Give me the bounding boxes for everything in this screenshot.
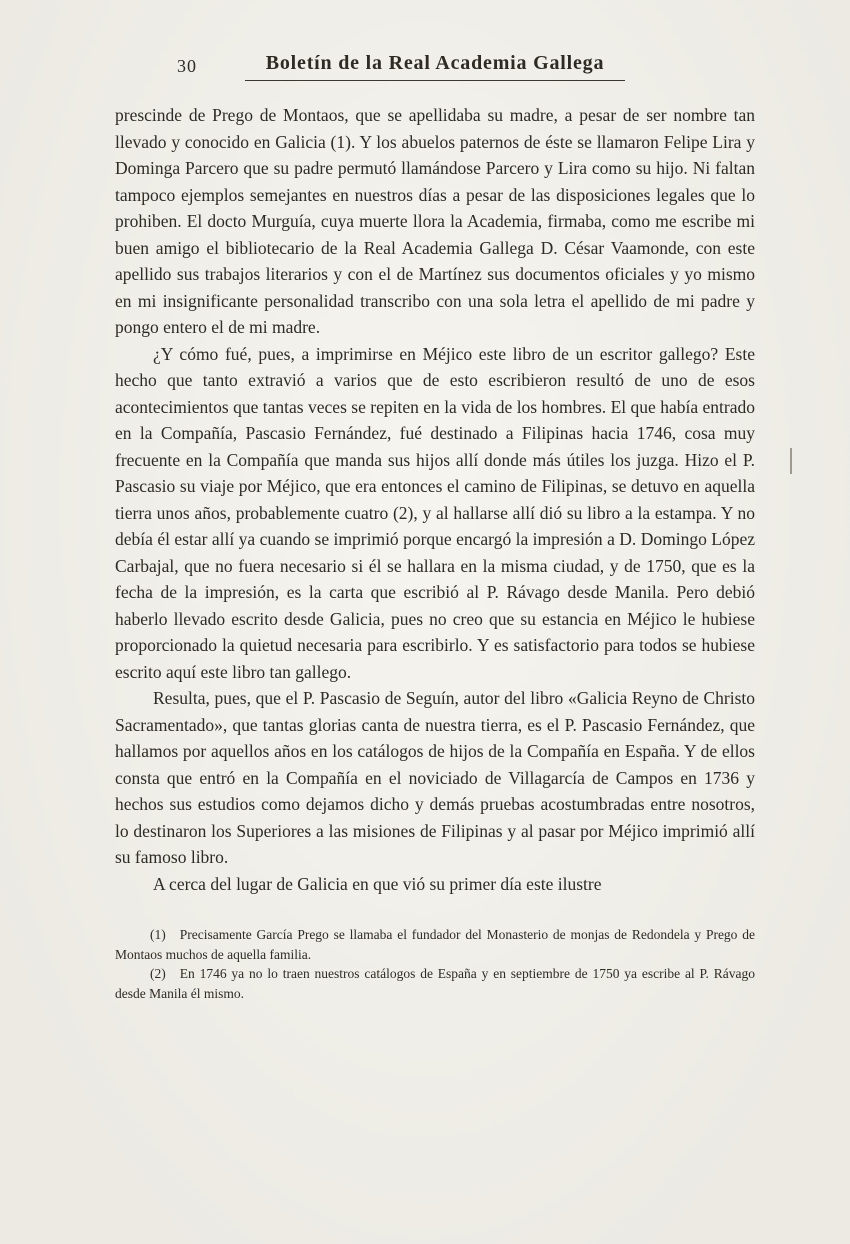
footnote-text: En 1746 ya no lo traen nuestros catálogos de España y en septiembre de 1750 ya escribe al P. Rávago desde Manila él mismo. <box>115 966 755 1001</box>
footnote-text: Precisamente García Prego se llamaba el fundador del Monasterio de monjas de Redondela y Prego de Montaos muchos de aquella familia. <box>115 927 755 962</box>
paragraph-continuation: prescinde de Prego de Montaos, que se apellidaba su madre, a pesar de ser nombre tan llevado y conocido en Galicia (1). Y los abuelos paternos de éste se llamaron Felipe Lira y Dominga Parcero que su padre permutó llamándose Parcero y Lira como su hijo. Ni faltan tampoco ejemplos semejantes en nuestros días a pesar de las disposiciones legales que lo prohiben. El docto Murguía, cuya muerte llora la Academia, firmaba, como me escribe mi buen amigo el bibliotecario de la Real Academia Gallega D. César Vaamonde, con este apellido sus trabajos literarios y con el de Martínez sus documentos oficiales y yo mismo en mi insignificante personalidad transcribo con una sola letra el apellido de mi padre y pongo entero el de mi madre. <box>115 105 755 337</box>
footnotes-section <box>115 925 755 1003</box>
paragraph: Resulta, pues, que el P. Pascasio de Seguín, autor del libro «Galicia Reyno de Christo Sacramentado», que tantas glorias canta de nuestra tierra, es el P. Pascasio Fernández, que hallamos por aquellos años en los catálogos de hijos de la Compañía en España. Y de ellos consta que entró en la Compañía en el noviciado de Villagarcía de Campos en 1736 y hechos sus estudios como dejamos dicho y demás pruebas acostumbradas entre nosotros, lo destinaron los Superiores a las misiones de Filipinas y al pasar por Méjico imprimió allí su famoso libro. <box>115 688 755 867</box>
footnote-marker: (1) <box>150 927 166 942</box>
page-number: 30 <box>177 56 197 76</box>
paragraph: A cerca del lugar de Galicia en que vió su primer día este ilustre <box>153 873 602 894</box>
paragraph: ¿Y cómo fué, pues, a imprimirse en Méjico este libro de un escritor gallego? Este hecho que tanto extravió a varios que de esto escribieron resultó de uno de esos acontecimientos que tantas veces se repiten en la vida de los hombres. El que había entrado en la Compañía, Pascasio Fernández, fué destinado a Filipinas hacia 1746, cosa muy frecuente en la Compañía que manda sus hijos allí donde más útiles los juzga. Hizo el P. Pascasio su viaje por Méjico, que era entonces el camino de Filipinas, se detuvo en aquella tierra unos años, probablemente cuatro (2), y al hallarse allí dió su libro a la estampa. Y no debía él estar allí ya cuando se imprimió porque encargó la impresión a D. Domingo López Carbajal, que no fuera necesario si él se hallara en la misma ciudad, y de 1750, que es la fecha de la impresión, es la carta que escribió al P. Rávago desde Manila. Pero debió haberlo llevado escrito desde Galicia, pues no creo que su estancia en Méjico le hubiese proporcionado la quietud necesaria para escribirlo. Y es satisfactorio para todos se hubiese escrito aquí este libro tan gallego. <box>115 343 755 682</box>
page-header <box>115 52 755 86</box>
body-text <box>115 102 755 897</box>
journal-title: Boletín de la Real Academia Gallega <box>245 52 625 81</box>
footnote <box>115 925 755 964</box>
footnote-marker: (2) <box>150 966 166 981</box>
footnote <box>115 964 755 1003</box>
scan-artifact-mark <box>790 448 792 474</box>
